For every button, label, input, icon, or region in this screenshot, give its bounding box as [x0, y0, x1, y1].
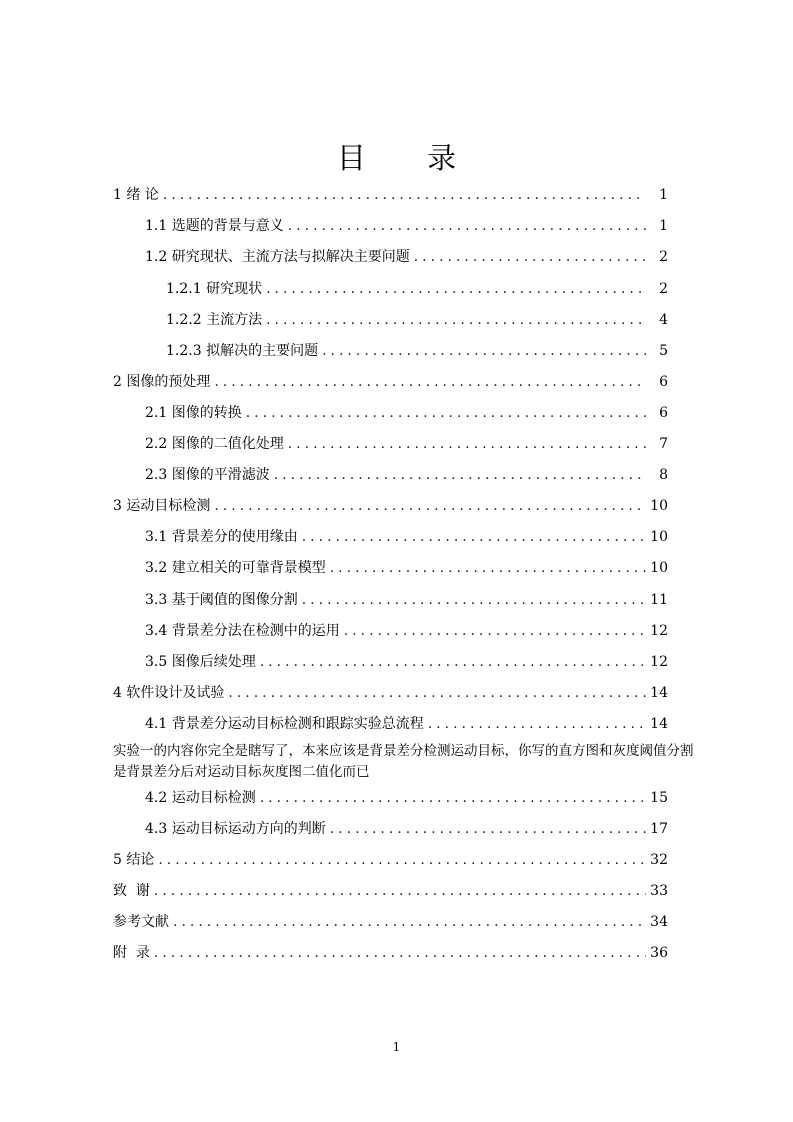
toc-entry[interactable] — [113, 910, 668, 934]
toc-entry[interactable] — [145, 463, 668, 487]
toc-entry[interactable] — [145, 619, 668, 643]
toc-entry-label: 1.2.2 主流方法 — [166, 312, 263, 328]
toc-entry[interactable] — [113, 370, 668, 394]
toc-entry-page: 36 — [650, 945, 668, 961]
toc-entry[interactable] — [145, 712, 668, 736]
toc-entry[interactable] — [113, 941, 668, 965]
dot-leader — [274, 463, 646, 487]
toc-entry-label: 5 结论 — [113, 852, 155, 868]
dot-leader — [214, 494, 646, 518]
toc-entry-page: 8 — [659, 467, 668, 483]
toc-entry-page: 12 — [650, 654, 668, 670]
dot-leader — [158, 848, 646, 872]
toc-entry-label: 3.4 背景差分法在检测中的运用 — [145, 623, 340, 639]
toc-entry[interactable] — [166, 339, 668, 363]
toc-entry[interactable] — [145, 525, 668, 549]
toc-entry[interactable] — [145, 245, 668, 269]
dot-leader — [154, 941, 646, 965]
dot-leader — [330, 817, 646, 841]
page-number: 1 — [392, 1040, 401, 1054]
toc-entry-page: 33 — [650, 883, 668, 899]
toc-entry-label: 3.2 建立相关的可靠背景模型 — [145, 560, 326, 576]
toc-entry[interactable] — [113, 494, 668, 518]
dot-leader — [173, 910, 646, 934]
toc-entry-label: 2 图像的预处理 — [113, 374, 211, 390]
toc-entry-page: 17 — [650, 821, 668, 837]
dot-leader — [330, 556, 646, 580]
toc-entry-label: 附 录 — [113, 945, 150, 961]
toc-entry[interactable] — [166, 277, 668, 301]
toc-entry[interactable] — [145, 401, 668, 425]
toc-entry-page: 14 — [650, 685, 668, 701]
toc-entry-page: 34 — [650, 914, 668, 930]
dot-leader — [266, 277, 646, 301]
toc-entry-label: 1.2.1 研究现状 — [166, 281, 263, 297]
dot-leader — [302, 588, 646, 612]
toc-entry-label: 3.3 基于阈值的图像分割 — [145, 592, 298, 608]
toc-entry-page: 5 — [659, 343, 668, 359]
toc-entry-page: 2 — [659, 281, 668, 297]
toc-entry[interactable] — [145, 556, 668, 580]
toc-entry-label: 2.2 图像的二值化处理 — [145, 436, 284, 452]
toc-entry-label: 4.3 运动目标运动方向的判断 — [145, 821, 326, 837]
toc-entry[interactable] — [113, 183, 668, 207]
toc-entry-page: 15 — [650, 790, 668, 806]
dot-leader — [344, 619, 646, 643]
toc-entry-label: 4.1 背景差分运动目标检测和跟踪实验总流程 — [145, 716, 424, 732]
toc-entry[interactable] — [145, 588, 668, 612]
toc-entry-label: 2.3 图像的平滑滤波 — [145, 467, 270, 483]
toc-entry-page: 12 — [650, 623, 668, 639]
toc-entry-page: 2 — [659, 249, 668, 265]
toc-entry[interactable] — [113, 879, 668, 903]
toc-entry-label: 3 运动目标检测 — [113, 498, 211, 514]
toc-entry[interactable] — [113, 848, 668, 872]
toc-entry-label: 1.1 选题的背景与意义 — [145, 218, 284, 234]
toc-entry-label: 1.2 研究现状、主流方法与拟解决主要问题 — [145, 249, 410, 265]
toc-entry[interactable] — [145, 786, 668, 810]
toc-entry[interactable] — [145, 214, 668, 238]
toc-entry[interactable] — [166, 308, 668, 332]
toc-entry-page: 10 — [650, 560, 668, 576]
toc-entry-label: 2.1 图像的转换 — [145, 405, 242, 421]
dot-leader — [266, 308, 646, 332]
dot-leader — [246, 401, 646, 425]
dot-leader — [428, 712, 646, 736]
toc-entry-page: 11 — [650, 592, 668, 608]
toc-entry-label: 4 软件设计及试验 — [113, 685, 225, 701]
toc-entry-page: 14 — [650, 716, 668, 732]
toc-entry-page: 1 — [659, 187, 668, 203]
toc-entry[interactable] — [145, 817, 668, 841]
toc-entry-label: 1 绪 论 — [113, 187, 159, 203]
toc-entry-label: 参考文献 — [113, 914, 169, 930]
dot-leader — [154, 879, 646, 903]
toc-entry-page: 32 — [650, 852, 668, 868]
dot-leader — [288, 432, 646, 456]
toc-entry-page: 6 — [659, 405, 668, 421]
toc-entry-label: 3.5 图像后续处理 — [145, 654, 256, 670]
toc-entry-page: 6 — [659, 374, 668, 390]
dot-leader — [302, 525, 646, 549]
dot-leader — [414, 245, 646, 269]
toc-title: 目 录 — [336, 141, 483, 175]
dot-leader — [260, 786, 646, 810]
toc-entry-page: 10 — [650, 529, 668, 545]
dot-leader — [163, 183, 646, 207]
toc-entry-page: 7 — [659, 436, 668, 452]
toc-entry-label: 3.1 背景差分的使用缘由 — [145, 529, 298, 545]
toc-entry-page: 10 — [650, 498, 668, 514]
dot-leader — [260, 650, 646, 674]
toc-entry[interactable] — [113, 681, 668, 705]
toc-entry-label: 致 谢 — [113, 883, 150, 899]
dot-leader — [214, 370, 646, 394]
dot-leader — [322, 339, 646, 363]
toc-entry-page: 4 — [659, 312, 668, 328]
toc-entry[interactable] — [145, 432, 668, 456]
dot-leader — [228, 681, 646, 705]
review-comment: 实验一的内容你完全是瞎写了，本来应该是背景差分检测运动目标，你写的直方图和灰度阈值分割是背景差分后对运动目标灰度图二值化而已 — [113, 743, 694, 780]
toc-entry-page: 1 — [659, 218, 668, 234]
toc-entry-label: 4.2 运动目标检测 — [145, 790, 256, 806]
toc-entry-label: 1.2.3 拟解决的主要问题 — [166, 343, 319, 359]
dot-leader — [288, 214, 646, 238]
toc-entry[interactable] — [145, 650, 668, 674]
